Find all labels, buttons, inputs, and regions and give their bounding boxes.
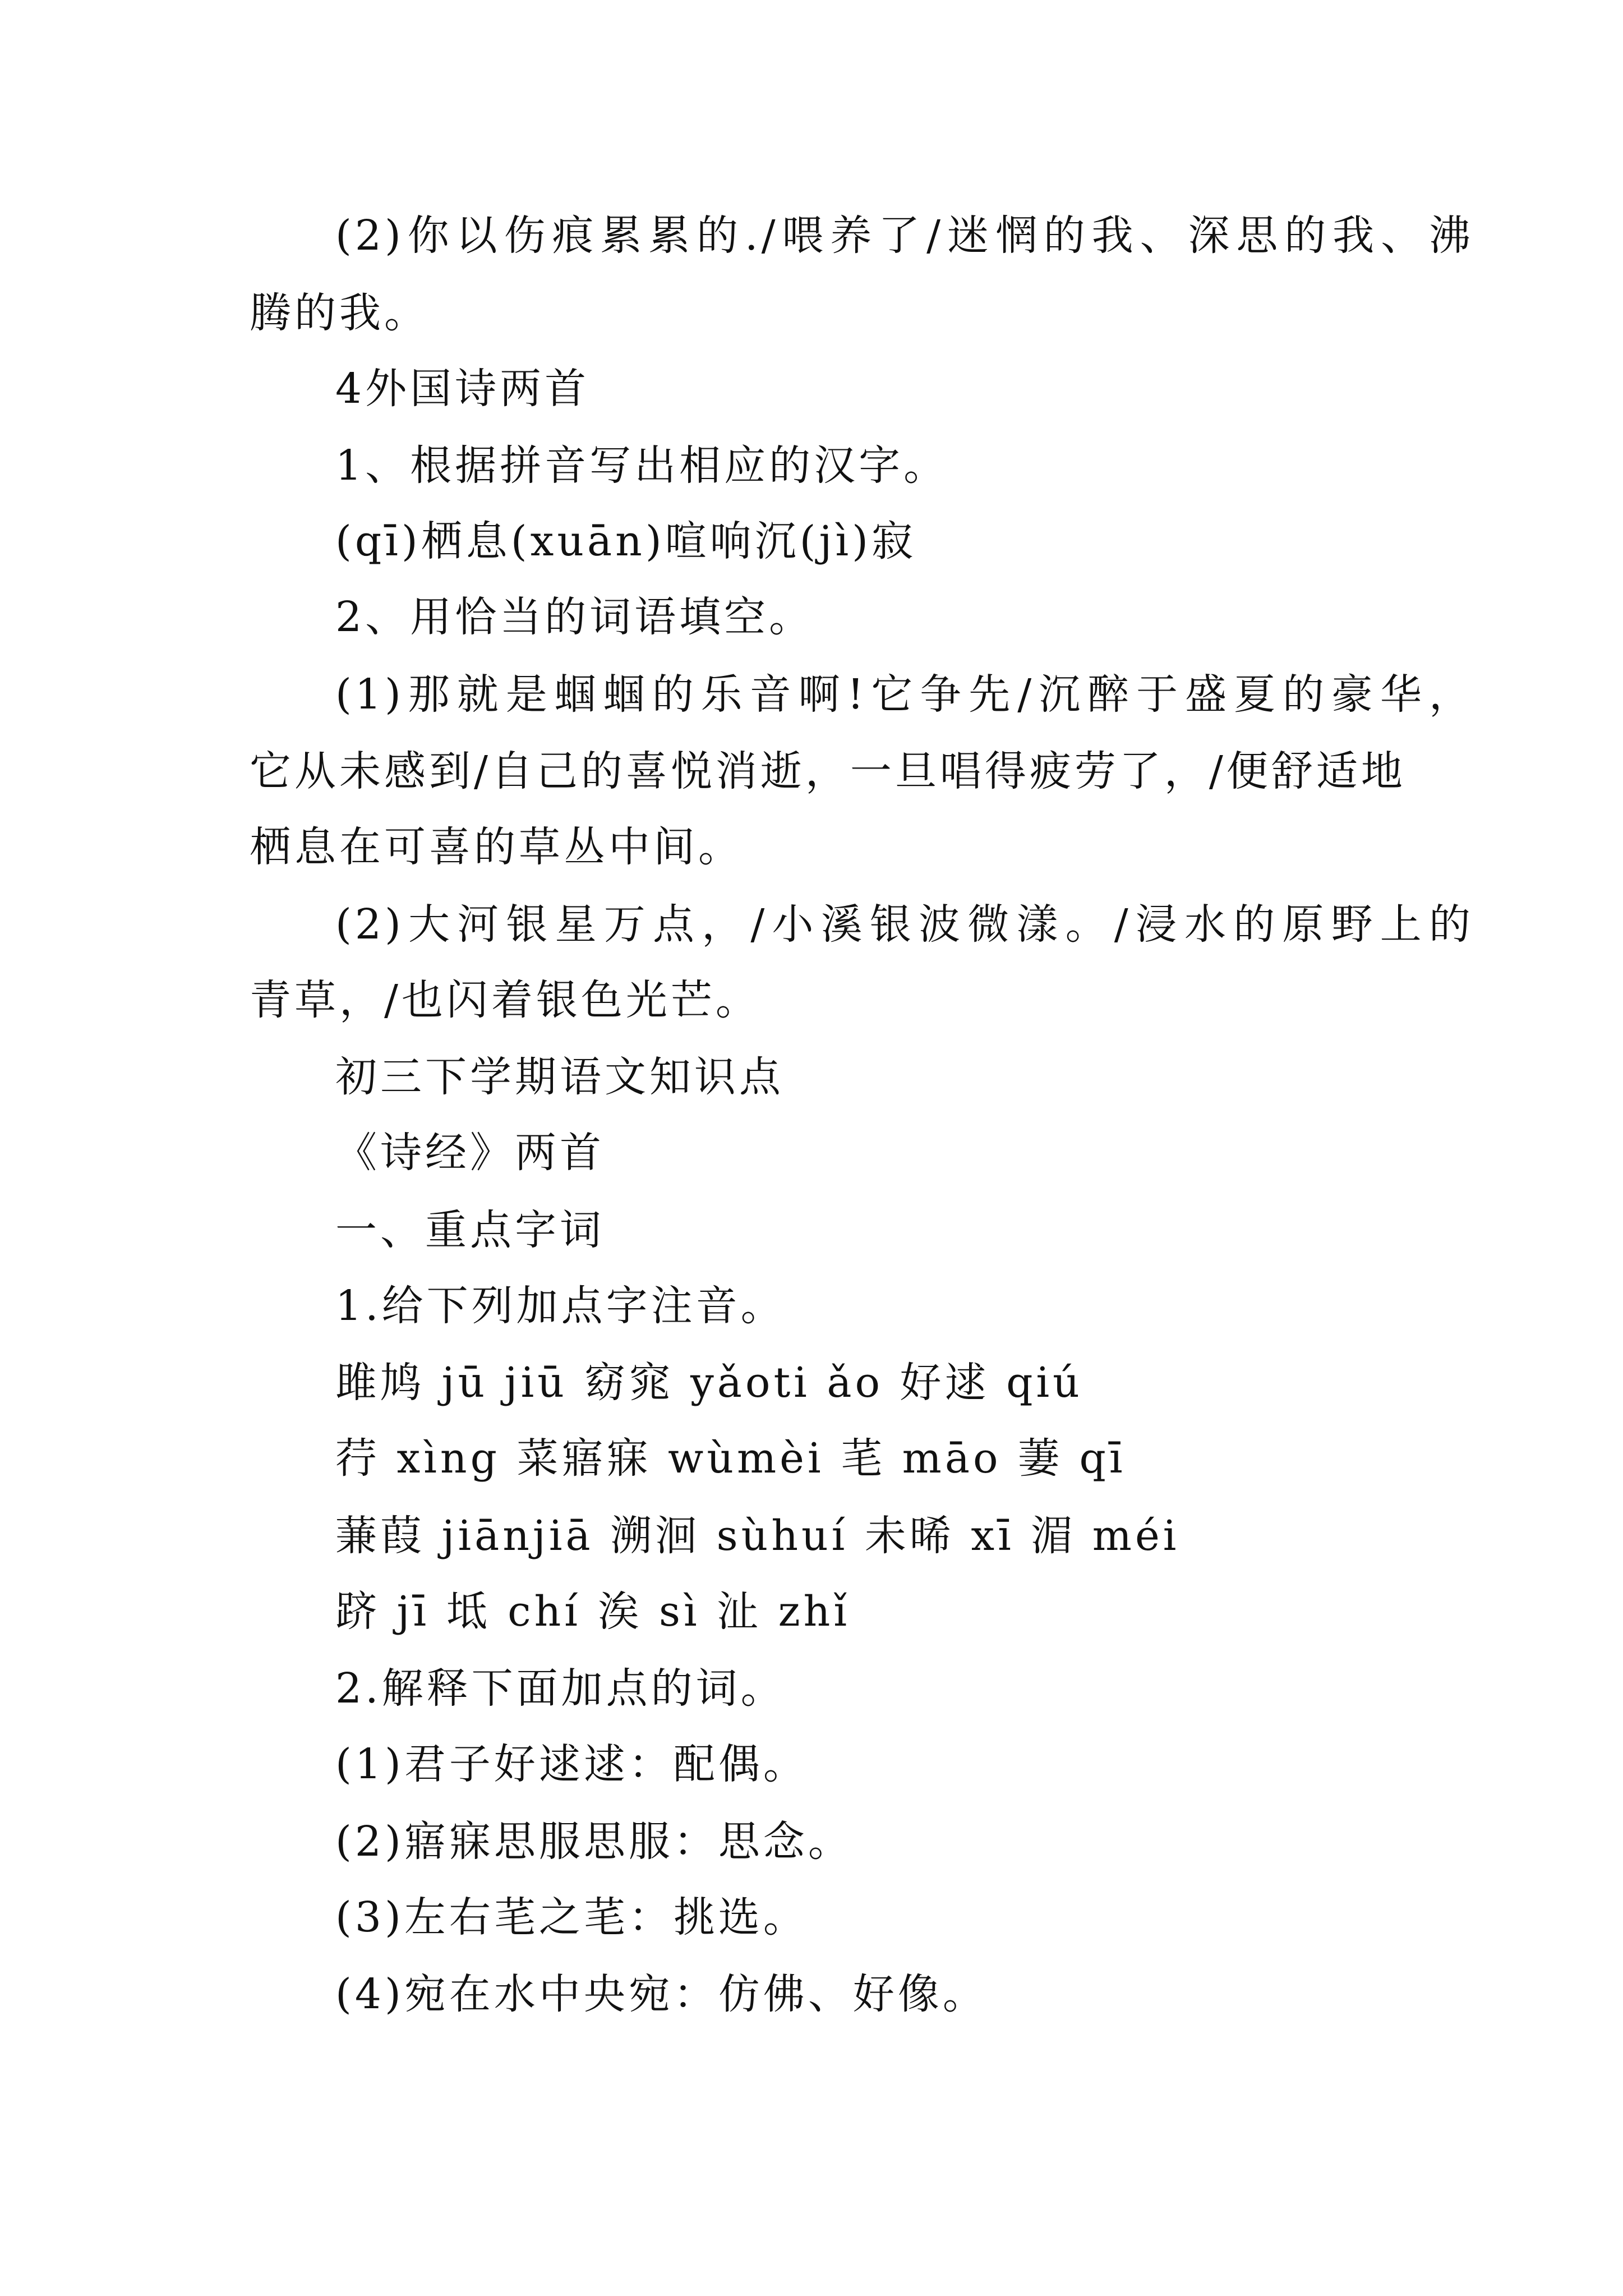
answer-line: (2)寤寐思服思服：思念。 [335,1818,853,1866]
paragraph-line: (1)那就是蝈蝈的乐音啊!它争先/沉醉于盛夏的豪华， [335,670,1474,719]
section-heading: 初三下学期语文知识点 [335,1053,784,1101]
section-heading: 《诗经》两首 [335,1129,605,1177]
pinyin-line: 蒹葭 jiānjiā 溯洄 sùhuí 未晞 xī 湄 méi [335,1512,1180,1560]
answer-line: (3)左右芼之芼：挑选。 [335,1893,808,1941]
paragraph-line: 它从未感到/自己的喜悦消逝，一旦唱得疲劳了，/便舒适地 [250,747,1406,795]
paragraph-line: 青草，/也闪着银色光芒。 [250,976,760,1024]
pinyin-line: 跻 jī 坻 chí 涘 sì 沚 zhǐ [335,1588,850,1636]
pinyin-line: (qī)栖息(xuān)喧响沉(jì)寂 [335,517,917,565]
paragraph-line: 腾的我。 [250,289,429,337]
exercise-heading: 1、根据拼音写出相应的汉字。 [335,441,949,490]
answer-line: (4)宛在水中央宛：仿佛、好像。 [335,1970,988,2018]
section-heading: 4外国诗两首 [335,365,590,413]
paragraph-line: (2)你以伤痕累累的./喂养了/迷惘的我、深思的我、沸 [335,211,1474,260]
answer-line: (1)君子好逑逑：配偶。 [335,1740,808,1788]
exercise-heading: 1.给下列加点字注音。 [335,1282,786,1330]
pinyin-line: 荇 xìng 菜寤寐 wùmèi 芼 māo 萋 qī [335,1434,1126,1483]
exercise-heading: 2、用恰当的词语填空。 [335,593,814,641]
pinyin-line: 雎鸠 jū jiū 窈窕 yǎoti ǎo 好逑 qiú [335,1359,1083,1407]
section-heading: 一、重点字词 [335,1206,605,1254]
paragraph-line: 栖息在可喜的草丛中间。 [250,823,743,871]
paragraph-line: (2)大河银星万点，/小溪银波微漾。/浸水的原野上的 [335,900,1474,949]
exercise-heading: 2.解释下面加点的词。 [335,1664,786,1713]
